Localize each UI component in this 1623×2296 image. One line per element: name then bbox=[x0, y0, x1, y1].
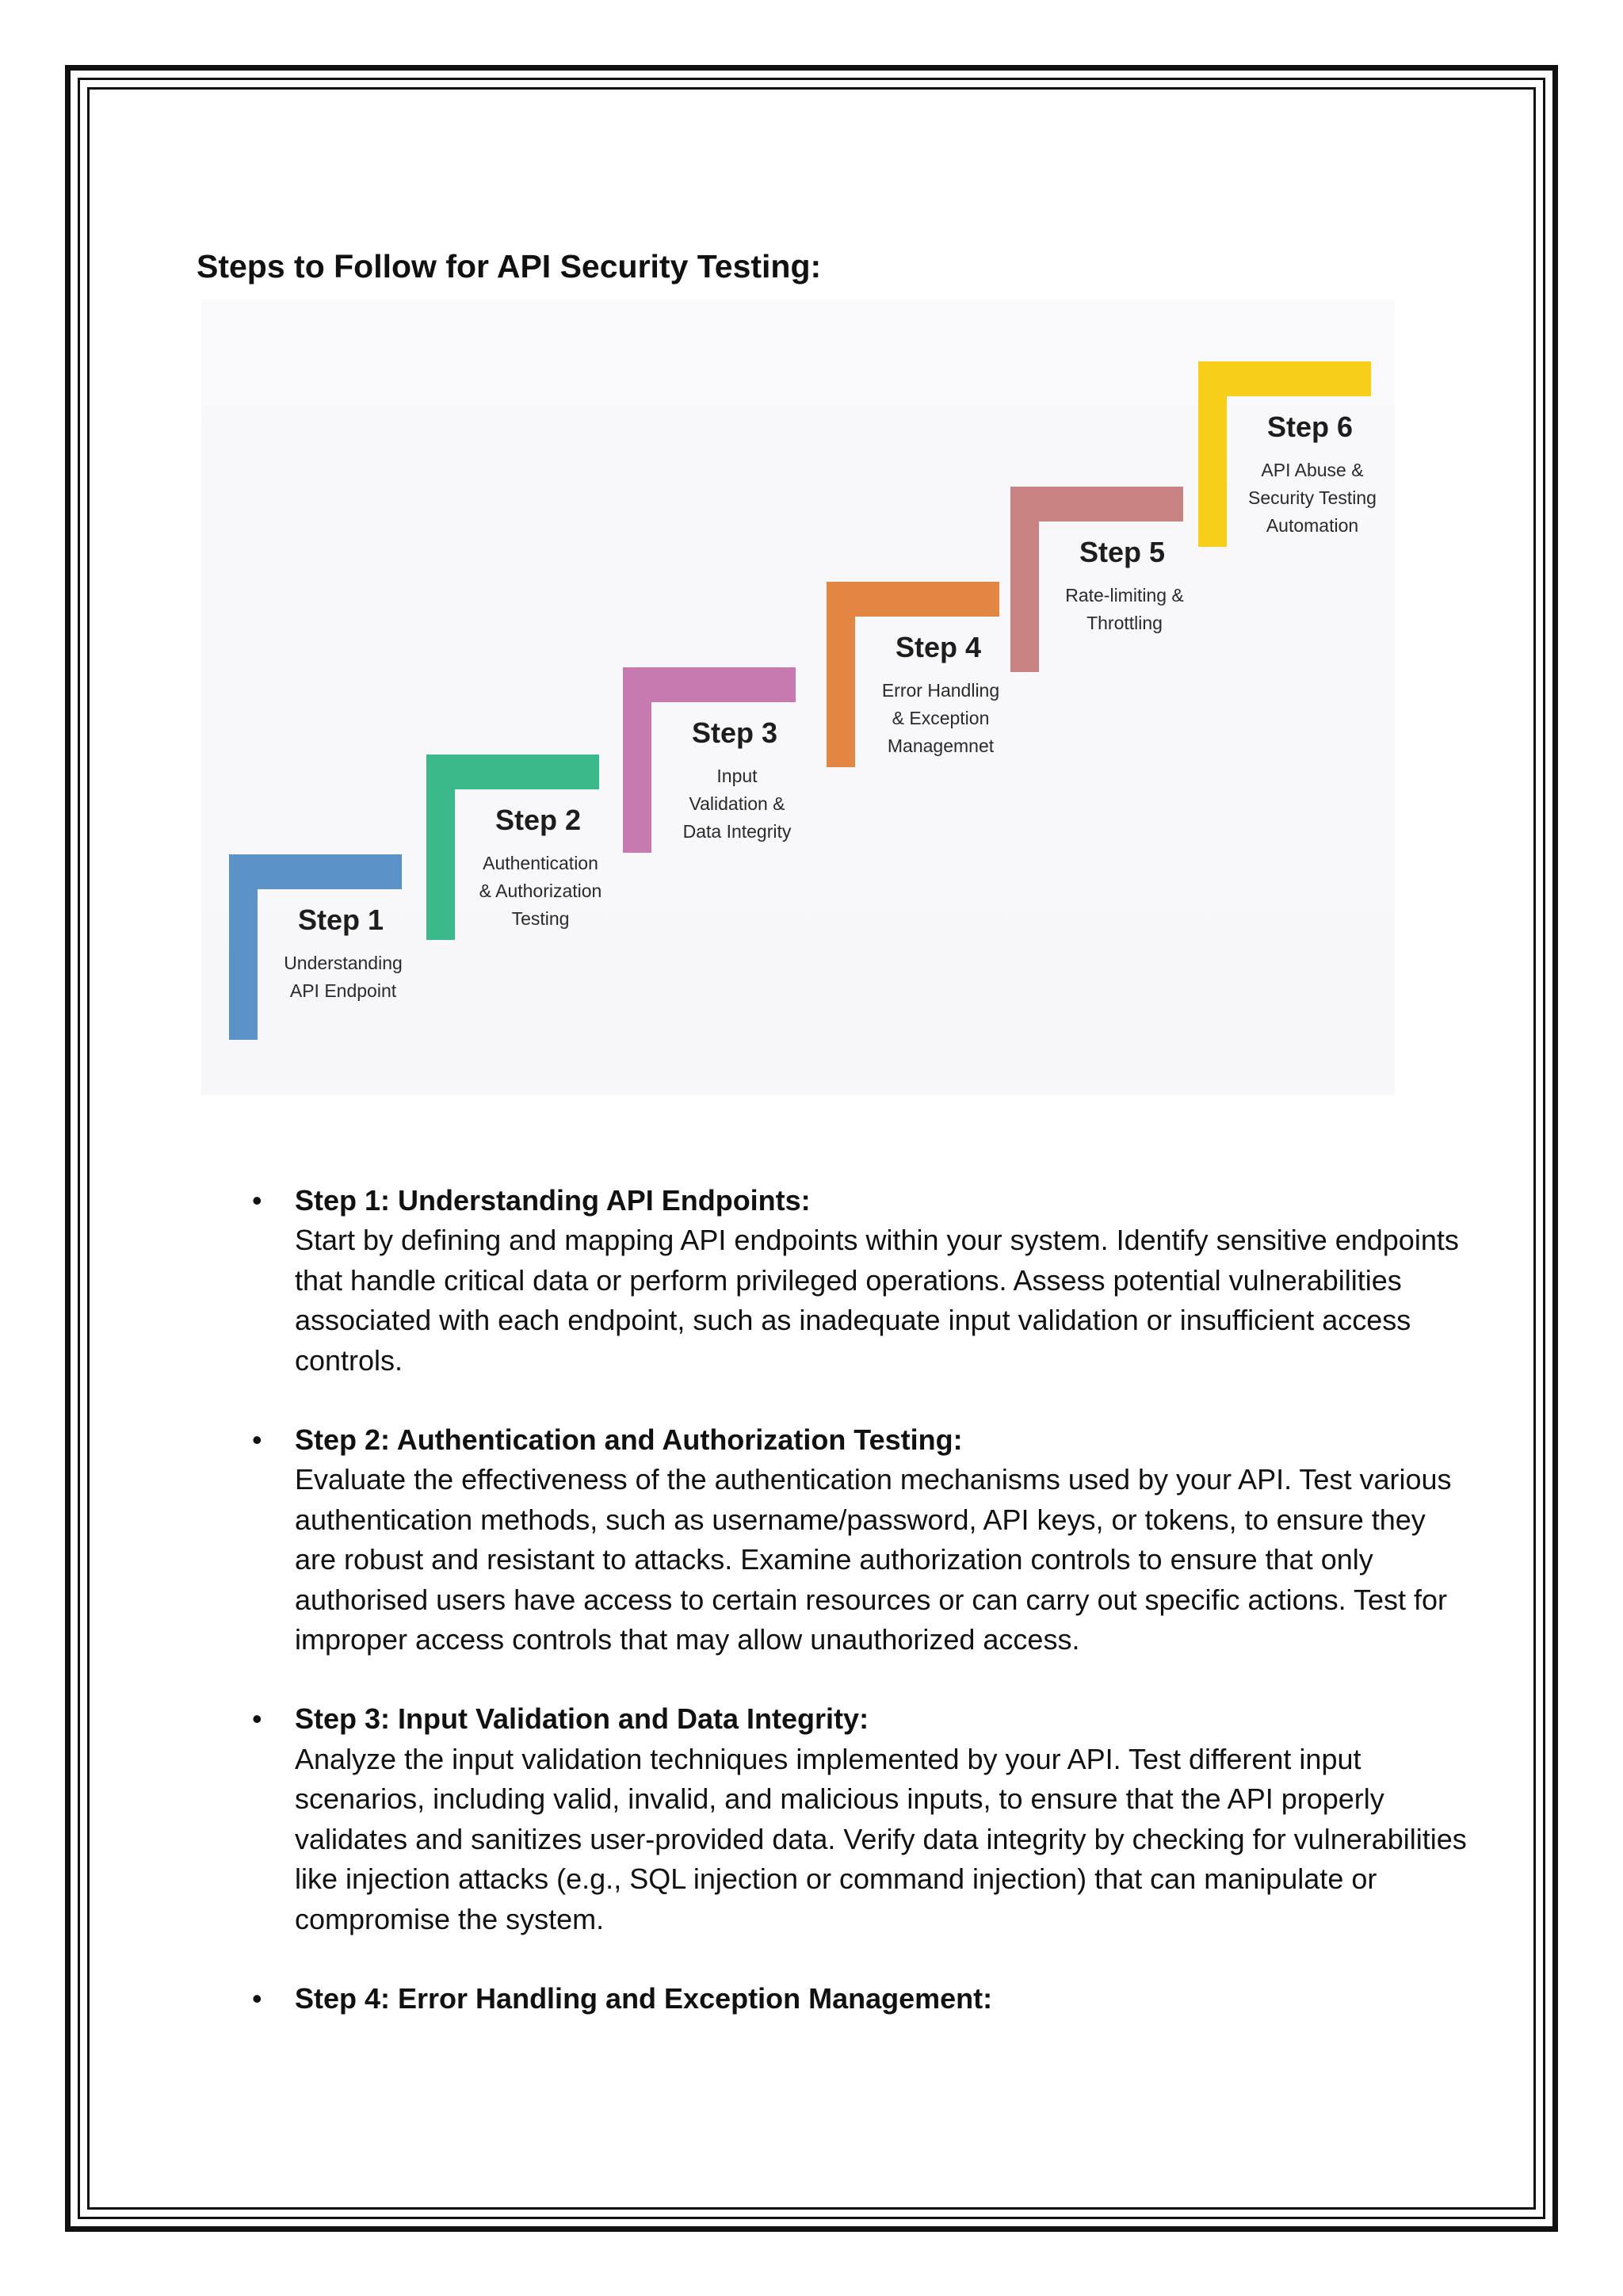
step-6-label: Step 6 bbox=[1266, 411, 1354, 443]
diagram-step-2 bbox=[426, 755, 655, 940]
diagram-step-1 bbox=[229, 854, 457, 1040]
bullet-icon: • bbox=[252, 1423, 262, 1457]
step-4-label: Step 4 bbox=[895, 631, 982, 663]
document-title: Steps to Follow for API Security Testing: bbox=[197, 248, 822, 285]
step-3-label: Step 3 bbox=[691, 716, 778, 749]
step-2-label: Step 2 bbox=[495, 804, 582, 836]
diagram-step-6 bbox=[1198, 361, 1426, 547]
step-1-vertical-bar bbox=[229, 854, 258, 1040]
step-5-label: Step 5 bbox=[1079, 536, 1166, 568]
list-item bbox=[238, 1420, 1474, 1660]
list-item-body: Evaluate the effectiveness of the authentication mechanisms used by your API. Test various authentication methods, such as username/password, API keys, or tokens, to ensure they are robust and resistant to attacks. Examine authorization controls to ensure that only authorised users have access to certain resources or can carry out specific actions. Test for improper access controls that may allow unauthorized access. bbox=[295, 1463, 1452, 1656]
list-item bbox=[238, 1699, 1474, 1939]
list-item-body: Analyze the input validation techniques implemented by your API. Test different input scenarios, including valid, invalid, and malicious inputs, to ensure that the API properly validates and sanitizes user-provided data. Verify data integrity by checking for vulnerabilities like injection attacks (e.g., SQL injection or command injection) that can manipulate or compromise the system. bbox=[295, 1742, 1467, 1935]
bullet-icon: • bbox=[252, 1702, 262, 1736]
step-4-description: Error Handling & Exception Managemnet bbox=[881, 680, 1000, 756]
step-5-vertical-bar bbox=[1010, 487, 1039, 672]
list-item-title: Step 2: Authentication and Authorization Testing: bbox=[295, 1423, 963, 1457]
bullet-icon: • bbox=[252, 1981, 262, 2015]
step-5-description: Rate-limiting & Throttling bbox=[1065, 585, 1184, 633]
bullet-icon: • bbox=[252, 1184, 262, 1217]
step-3-description: Input Validation & Data Integrity bbox=[682, 766, 792, 842]
step-1-description: Understanding API Endpoint bbox=[284, 953, 403, 1001]
list-item-title: Step 3: Input Validation and Data Integrity: bbox=[295, 1702, 869, 1736]
step-1-label: Step 1 bbox=[297, 904, 384, 936]
list-item-title: Step 4: Error Handling and Exception Management: bbox=[295, 1981, 993, 2015]
list-item-body: Start by defining and mapping API endpoints within your system. Identify sensitive endpoints that handle critical data or perform privileged operations. Assess potential vulnerabilities associated with each endpoint, such as inadequate input validation or insufficient access controls. bbox=[295, 1224, 1459, 1377]
step-6-description: API Abuse & Security Testing Automation bbox=[1248, 460, 1377, 536]
steps-list bbox=[238, 1181, 1474, 2058]
steps-diagram bbox=[201, 300, 1395, 1095]
list-item bbox=[238, 1181, 1474, 1381]
list-item-title: Step 1: Understanding API Endpoints: bbox=[295, 1184, 811, 1217]
step-2-description: Authentication & Authorization Testing bbox=[479, 853, 602, 929]
list-item bbox=[238, 1979, 1474, 2019]
diagram-step-3 bbox=[623, 667, 851, 853]
